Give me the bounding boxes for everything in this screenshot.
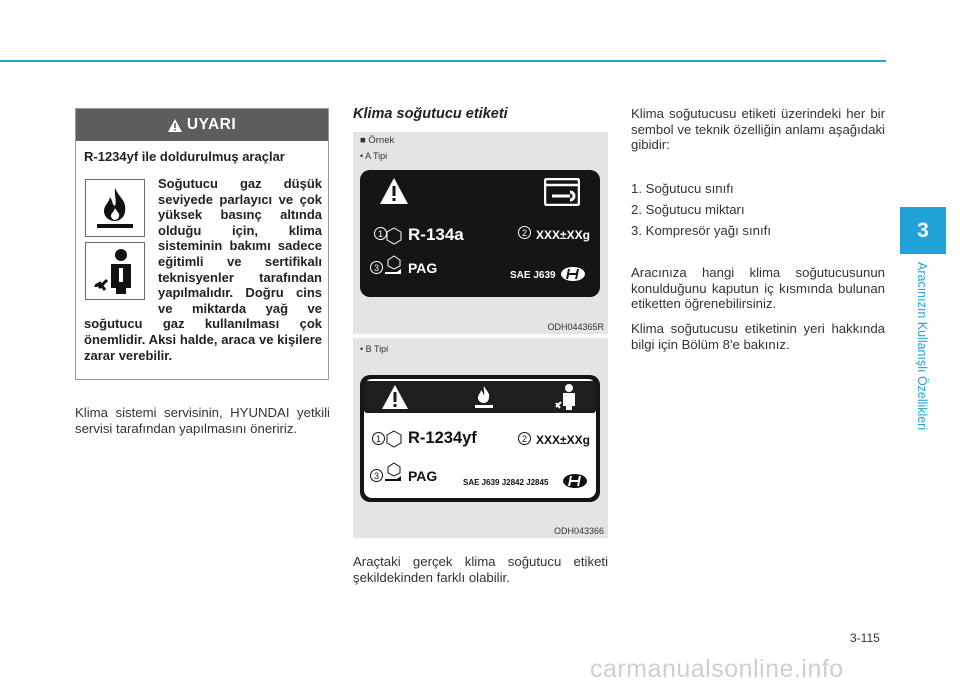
- right-paragraph-1: Aracınıza hangi klima soğutucusunun konulduğunu kaputun iç kısmında bulunan etiketten öğrenebilirsiniz.: [631, 265, 885, 312]
- item-1: 1. Soğutucu sınıfı: [631, 181, 734, 196]
- warning-subtitle: R-1234yf ile doldurulmuş araçlar: [84, 149, 285, 164]
- refrigerant-class: R-1234yf: [408, 429, 477, 447]
- chapter-title: Aracınızın Kullanışlı Özellikleri: [915, 262, 929, 431]
- refrigerant-molecule-icon: [384, 224, 404, 248]
- item-3: 3. Kompresör yağı sınıfı: [631, 223, 771, 238]
- label-caption: Araçtaki gerçek klima soğutucu etiketi şekildekinden farklı olabilir.: [353, 554, 608, 585]
- ac-label-a: [360, 170, 600, 297]
- number-3-badge: 3: [370, 261, 383, 274]
- label-figure-b: [353, 338, 608, 538]
- flame-icon: [473, 384, 495, 410]
- left-paragraph: Klima sistemi servisinin, HYUNDAI yetkili servisi tarafından yapılmasını öneririz.: [75, 405, 330, 436]
- type-a-label: • A Tipi: [360, 151, 388, 161]
- service-manual-icon: [544, 178, 580, 206]
- watermark: carmanualsonline.info: [590, 655, 844, 683]
- sae-standard: SAE J639: [510, 270, 556, 281]
- refrigerant-amount: XXX±XXg: [536, 228, 590, 242]
- header-rule: [0, 60, 886, 62]
- oil-can-icon: [382, 461, 406, 485]
- oil-class: PAG: [408, 468, 438, 484]
- refrigerant-molecule-icon: [384, 427, 404, 451]
- number-1-badge: 1: [374, 227, 387, 240]
- figure-b-code: ODH043366: [553, 526, 604, 536]
- item-2: 2. Soğutucu miktarı: [631, 202, 745, 217]
- hyundai-logo-icon: [562, 473, 588, 489]
- warning-triangle-icon: [168, 119, 182, 132]
- figure-a-code: ODH044365R: [547, 322, 604, 332]
- warning-text: Soğutucu gaz düşük seviyede parlayıcı ve çok yüksek basınç altında olduğu için, klima sisteminin bakımı sadece eğitimli ve sertifikalı teknisyenler tarafından yapılmalıdır. Doğru cins ve miktarda yağ ve soğutucu gaz kullanılması çok önemlidir. Aksi halde, araca ve kişilere zarar verebilir.: [84, 176, 322, 363]
- right-paragraph-2: Klima soğutucusu etiketinin yeri hakkında bilgi için Bölüm 8'e bakınız.: [631, 321, 885, 352]
- oil-can-icon: [382, 254, 406, 278]
- hyundai-logo-icon: [560, 266, 586, 282]
- section-title: Klima soğutucu etiketi: [353, 106, 508, 122]
- warning-box: [75, 108, 329, 380]
- chapter-tab: 3: [900, 207, 946, 254]
- page-number: 3-115: [850, 631, 880, 645]
- number-2-badge: 2: [518, 432, 531, 445]
- oil-class: PAG: [408, 260, 438, 276]
- refrigerant-amount: XXX±XXg: [536, 433, 590, 447]
- label-figure-a: [353, 132, 608, 334]
- technician-icon: [554, 383, 578, 411]
- number-3-badge: 3: [370, 469, 383, 482]
- warning-triangle-icon: [380, 178, 408, 204]
- refrigerant-class: R-134a: [408, 225, 464, 244]
- number-1-badge: 1: [372, 432, 385, 445]
- ac-label-b: [360, 375, 600, 502]
- number-2-badge: 2: [518, 226, 531, 239]
- sae-standard: SAE J639 J2842 J2845: [463, 478, 549, 487]
- right-intro: Klima soğutucusu etiketi üzerindeki her bir sembol ve teknik özelliğin anlamı aşağıdaki gibidir:: [631, 106, 885, 153]
- warning-triangle-icon: [382, 385, 408, 409]
- warning-header: UYARI: [76, 109, 328, 141]
- example-note: ■ Örnek: [360, 135, 395, 146]
- type-b-label: • B Tipi: [360, 344, 389, 354]
